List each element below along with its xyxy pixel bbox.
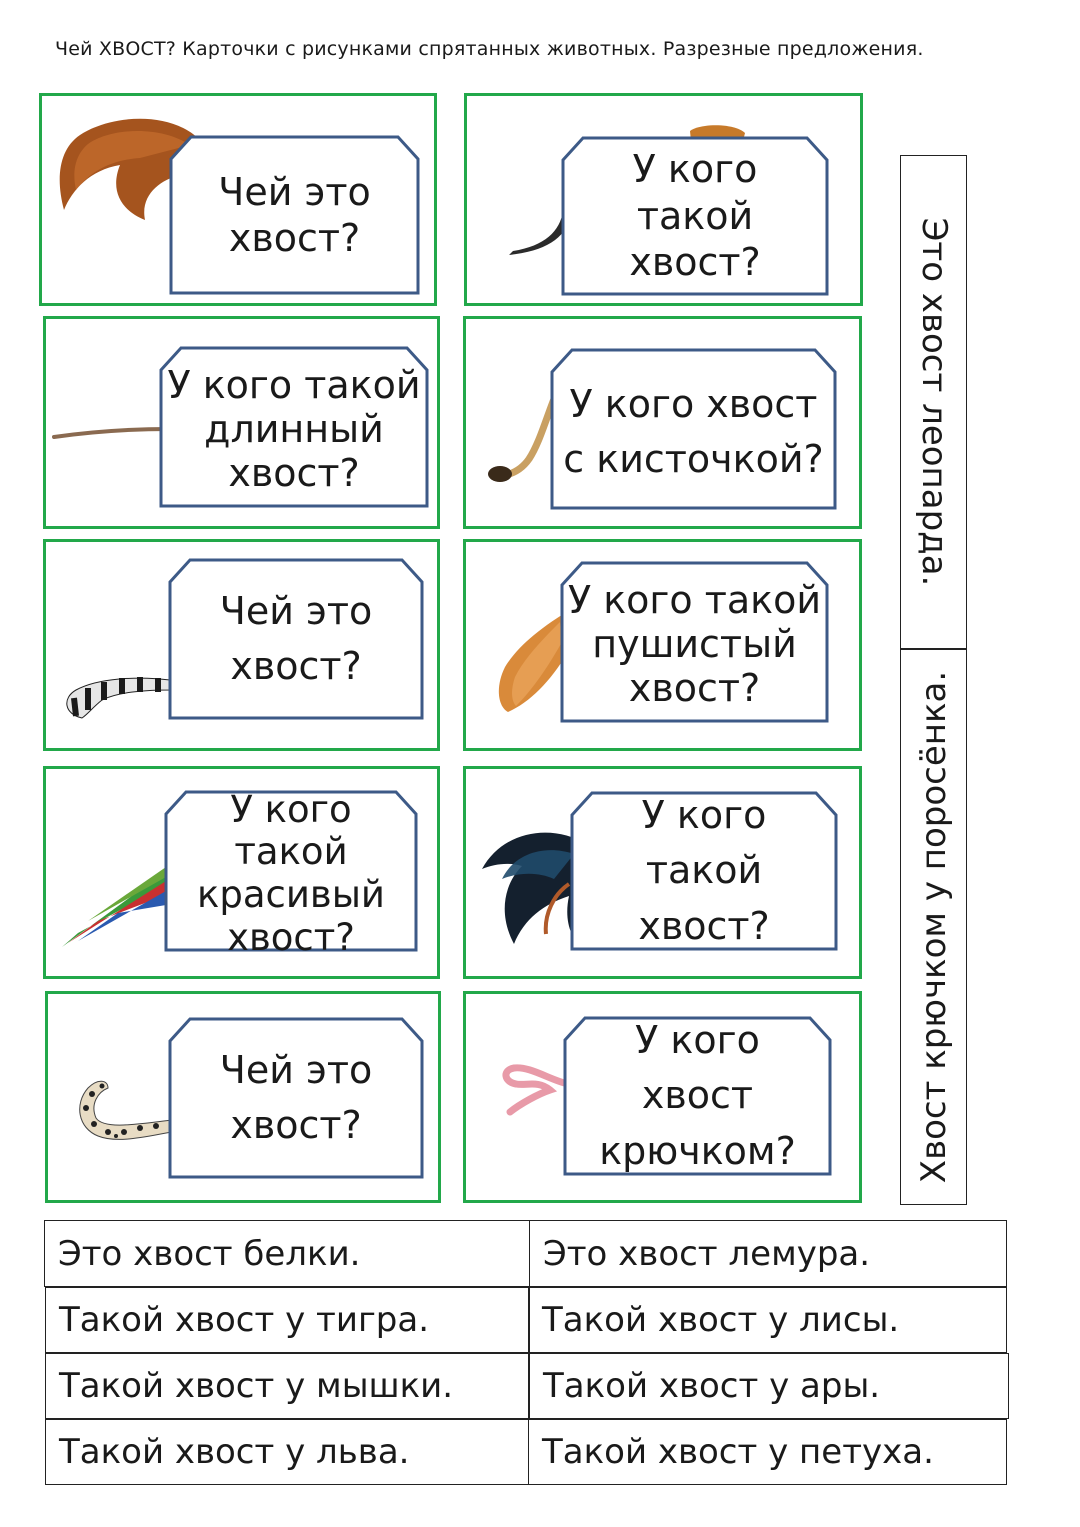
card-1 (39, 93, 437, 306)
question-bubble (168, 558, 424, 720)
question-text: Чей это хвост? (218, 169, 371, 260)
card-10 (463, 991, 862, 1203)
question-bubble (169, 135, 420, 295)
vertical-sentence-strip (900, 155, 967, 649)
question-bubble (570, 791, 838, 951)
question-bubble (159, 346, 429, 508)
question-text: Чей это хвост? (219, 588, 373, 688)
card-4 (463, 316, 862, 529)
question-text: У кого хвост с кисточкой? (563, 381, 824, 481)
sentence-strip: Такой хвост у мышки. (45, 1353, 529, 1419)
sentence-strip: Такой хвост у петуха. (528, 1419, 1007, 1485)
question-bubble (560, 561, 829, 723)
card-7 (43, 766, 440, 979)
question-text: Чей это хвост? (219, 1047, 373, 1147)
question-text: У кого такой пушистый хвост? (567, 578, 822, 710)
pig-tail-image (500, 1060, 570, 1120)
question-bubble (164, 787, 418, 959)
question-text: У кого такой хвост? (629, 147, 761, 285)
leopard-tail-image (68, 1074, 173, 1154)
sentence-strip: Такой хвост у лисы. (528, 1287, 1007, 1353)
card-9 (45, 991, 441, 1203)
question-bubble (561, 136, 829, 296)
mouse-tail-image (52, 419, 172, 449)
card-5 (43, 539, 440, 751)
card-2 (464, 93, 863, 306)
card-8 (463, 766, 862, 979)
question-bubble (168, 1017, 424, 1179)
question-text: У кого хвост крючком? (599, 1018, 796, 1173)
card-6 (463, 539, 862, 751)
sentence-strip: Это хвост белки. (44, 1220, 530, 1287)
sentence-strip: Такой хвост у тигра. (45, 1287, 530, 1353)
question-text: У кого такой красивый хвост? (197, 787, 385, 959)
vertical-sentence-strip (900, 649, 967, 1205)
question-bubble (550, 348, 837, 510)
lemur-tail-image (58, 668, 173, 724)
card-3 (43, 316, 440, 529)
sentence-text: Это хвост леопарда. (913, 217, 954, 587)
sentence-strip: Такой хвост у льва. (45, 1419, 529, 1485)
parrot-tail-image (58, 861, 168, 951)
question-bubble (563, 1016, 832, 1176)
page-title: Чей ХВОСТ? Карточки с рисунками спрятанных животных. Разрезные предложения. (55, 38, 924, 60)
question-text: У кого такой хвост? (638, 793, 770, 948)
sentence-strip: Такой хвост у ары. (529, 1353, 1009, 1419)
question-text: У кого такой длинный хвост? (167, 363, 421, 495)
sentence-text: Хвост крючком у поросёнка. (913, 670, 954, 1184)
sentence-strip: Это хвост лемура. (529, 1220, 1007, 1287)
